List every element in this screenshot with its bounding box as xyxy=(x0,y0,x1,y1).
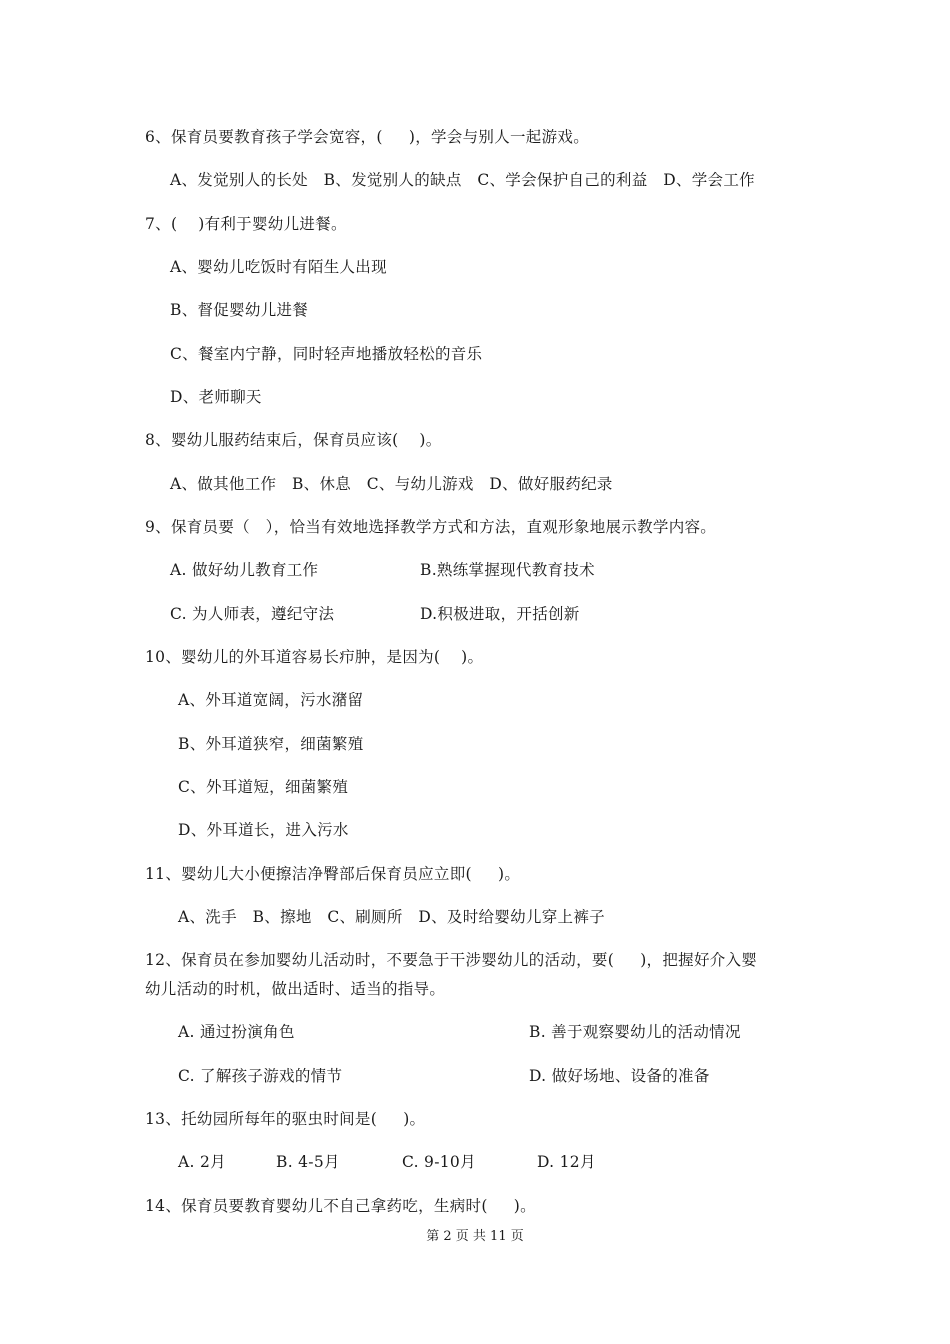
question-12-stem-line-2: 幼儿活动的时机，做出适时、适当的指导。 xyxy=(145,980,446,998)
question-9-option-a: A. 做好幼儿教育工作 xyxy=(170,561,319,579)
question-10-stem: 10、婴幼儿的外耳道容易长疖肿，是因为( )。 xyxy=(145,648,484,666)
question-9-stem: 9、保育员要（ ），恰当有效地选择教学方式和方法，直观形象地展示教学内容。 xyxy=(145,518,717,536)
question-14-stem: 14、保育员要教育婴幼儿不自己拿药吃，生病时( )。 xyxy=(145,1197,536,1215)
question-10-option-a: A、外耳道宽阔，污水潴留 xyxy=(178,691,364,709)
question-8-stem: 8、婴幼儿服药结束后，保育员应该( )。 xyxy=(145,431,442,449)
question-10-option-b: B、外耳道狭窄，细菌繁殖 xyxy=(178,735,364,753)
question-11-stem: 11、婴幼儿大小便擦洁净臀部后保育员应立即( )。 xyxy=(145,865,521,883)
question-13-option-b: B. 4-5月 xyxy=(276,1153,340,1171)
question-12-option-d: D. 做好场地、设备的准备 xyxy=(529,1067,710,1085)
question-9-option-b: B.熟练掌握现代教育技术 xyxy=(420,561,595,579)
question-9-option-c: C. 为人师表，遵纪守法 xyxy=(170,605,335,623)
question-13-stem: 13、托幼园所每年的驱虫时间是( )。 xyxy=(145,1110,426,1128)
question-8-options: A、做其他工作 B、休息 C、与幼儿游戏 D、做好服药纪录 xyxy=(170,475,613,493)
question-7-stem: 7、( )有利于婴幼儿进餐。 xyxy=(145,215,347,233)
question-7-option-a: A、婴幼儿吃饭时有陌生人出现 xyxy=(170,258,387,276)
question-6-stem: 6、保育员要教育孩子学会宽容，( )，学会与别人一起游戏。 xyxy=(145,128,589,146)
question-12-option-a: A. 通过扮演角色 xyxy=(178,1023,295,1041)
question-10-option-d: D、外耳道长，进入污水 xyxy=(178,821,349,839)
question-12-option-b: B. 善于观察婴幼儿的活动情况 xyxy=(529,1023,741,1041)
question-13-option-a: A. 2月 xyxy=(178,1153,226,1171)
question-13-option-c: C. 9-10月 xyxy=(402,1153,476,1171)
page-number-footer: 第 2 页 共 11 页 xyxy=(426,1229,524,1244)
question-11-options: A、洗手 B、擦地 C、刷厕所 D、及时给婴幼儿穿上裤子 xyxy=(178,908,605,926)
question-12-stem-line-1: 12、保育员在参加婴幼儿活动时，不要急于干涉婴幼儿的活动，要( )，把握好介入婴 xyxy=(145,951,758,969)
question-10-option-c: C、外耳道短，细菌繁殖 xyxy=(178,778,349,796)
question-7-option-b: B、督促婴幼儿进餐 xyxy=(170,301,309,319)
question-13-option-d: D. 12月 xyxy=(537,1153,596,1171)
question-7-option-d: D、老师聊天 xyxy=(170,388,262,406)
question-12-option-c: C. 了解孩子游戏的情节 xyxy=(178,1067,343,1085)
question-9-option-d: D.积极进取，开括创新 xyxy=(420,605,580,623)
question-6-options: A、发觉别人的长处 B、发觉别人的缺点 C、学会保护自己的利益 D、学会工作 xyxy=(170,171,755,189)
question-7-option-c: C、餐室内宁静，同时轻声地播放轻松的音乐 xyxy=(170,345,483,363)
